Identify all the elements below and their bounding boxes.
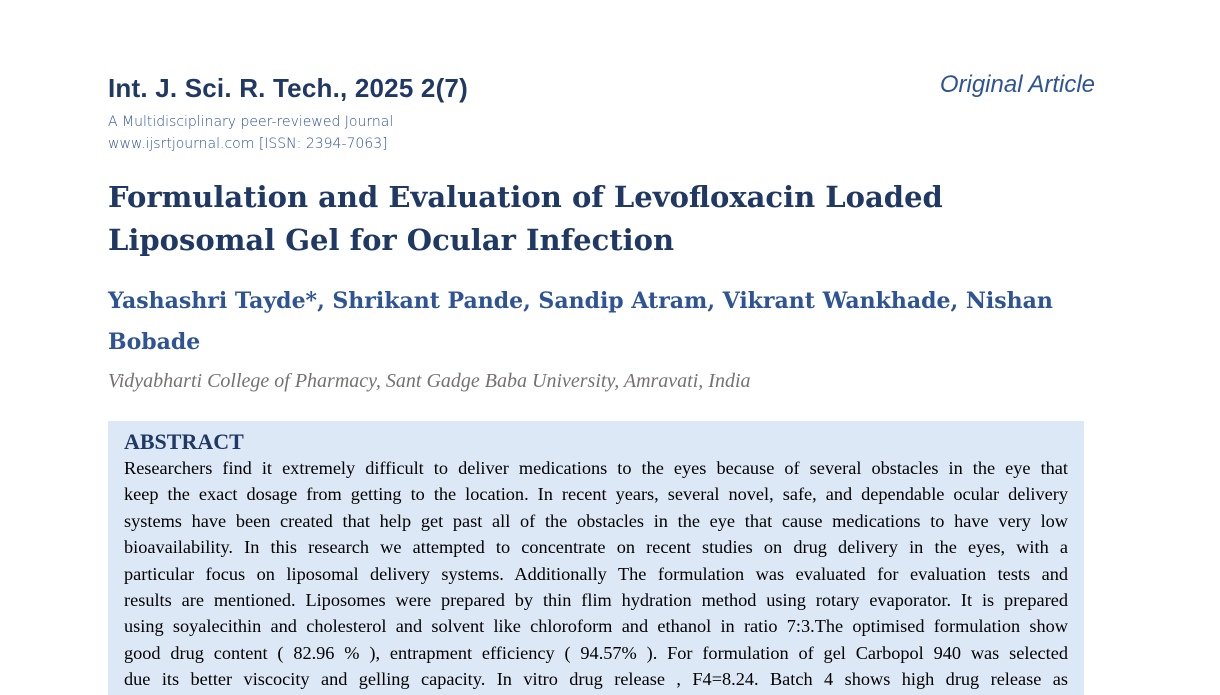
affiliation: Vidyabharti College of Pharmacy, Sant Gadge Baba University, Amravati, India [108,370,751,392]
paper-title: Formulation and Evaluation of Levofloxacin Loaded Liposomal Gel for Ocular Infection [108,180,943,257]
abstract-box [108,421,1084,695]
author-list: Yashashri Tayde*, Shrikant Pande, Sandip Atram, Vikrant Wankhade, Nishan Bobade [108,288,1053,355]
abstract-body [124,455,1068,693]
abstract-line: due its better viscocity and gelling capacity. In vitro drug release , F4=8.24. Batch 4 shows high drug release as [124,669,1068,690]
abstract-line: systems have been created that help get past all of the obstacles in the eye that cause medications to have very low [124,510,1068,531]
abstract-line: using soyalecithin and cholesterol and solvent like chloroform and ethanol in ratio 7:3.The optimised formulation show [124,616,1068,637]
abstract-line: results are mentioned. Liposomes were prepared by thin flim hydration method using rotary evaporator. It is prepared [124,590,1068,611]
journal-subtitle: A Multidisciplinary peer-reviewed Journal [108,114,394,130]
journal-website: www.ijsrtjournal.com [ISSN: 2394-7063] [108,136,388,152]
abstract-line: good drug content ( 82.96 % ), entrapment efficiency ( 94.57% ). For formulation of gel Carbopol 940 was selected [124,642,1068,663]
abstract-line: Researchers find it extremely difficult to deliver medications to the eyes because of several obstacles in the eye that [124,458,1068,478]
journal-title: Int. J. Sci. R. Tech., 2025 2(7) [108,73,468,103]
abstract-line: bioavailability. In this research we attempted to concentrate on recent studies on drug delivery in the eyes, with a [124,537,1068,558]
abstract-line: particular focus on liposomal delivery systems. Additionally The formulation was evaluated for evaluation tests and [124,563,1068,584]
article-type-label: Original Article [939,71,1095,98]
abstract-heading: ABSTRACT [124,429,244,454]
abstract-line: keep the exact dosage from getting to the location. In recent years, several novel, safe, and dependable ocular delivery [124,484,1068,505]
